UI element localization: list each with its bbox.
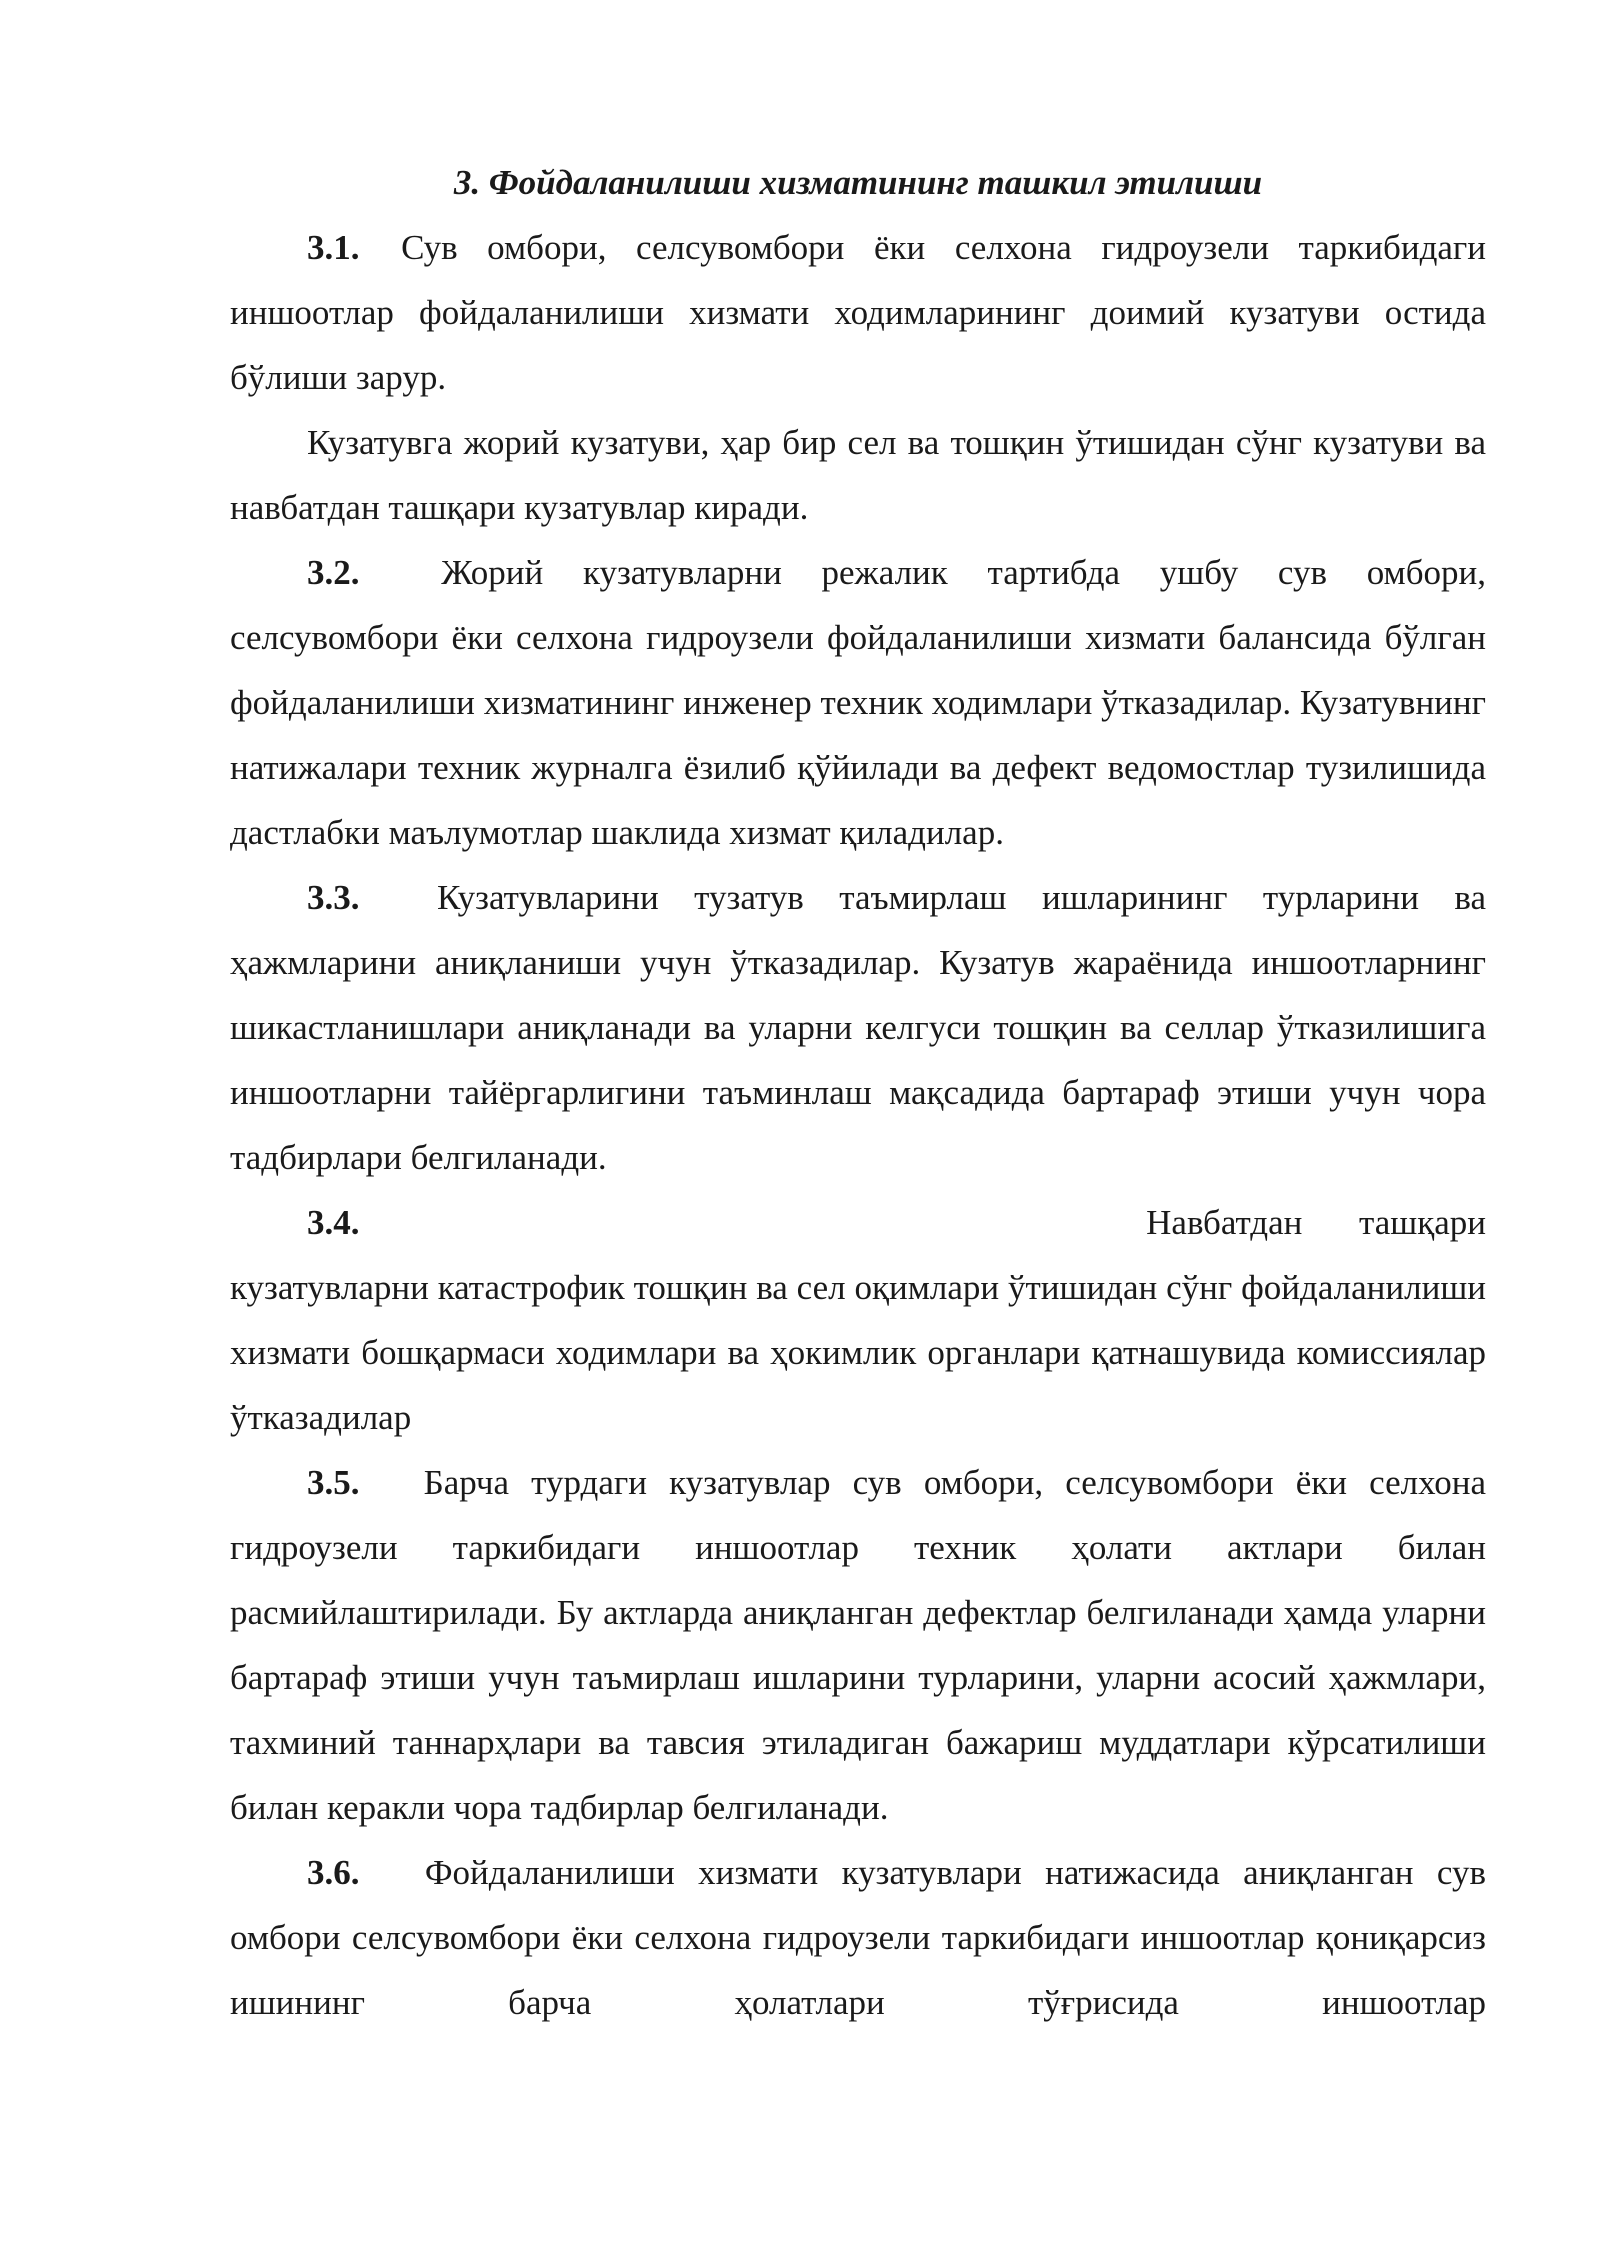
document-page — [230, 150, 1486, 2035]
paragraph-text: Кузатувларини тузатув таъмирлаш ишларининг турларини ва ҳажмларини аниқланиши учун ўтказадилар. Кузатув жараёнида иншоотларнинг шикастланишлари аниқланади ва уларни келгуси тошқин ва селлар ўтказилишига иншоотларни тайёргарлигини таъминлаш мақсадида бартараф этиши учун чора тадбирлари белгиланади. — [230, 878, 1487, 1177]
paragraph-text: Кузатувга жорий кузатуви, ҳар бир сел ва тошқин ўтишидан сўнг кузатуви ва навбатдан ташқари кузатувлар киради. — [230, 423, 1486, 527]
paragraph-3-1 — [230, 215, 1486, 410]
paragraph-3-1-continued — [230, 410, 1486, 540]
clause-number: 3.5. — [307, 1463, 360, 1502]
paragraph-3-6 — [230, 1840, 1486, 2035]
clause-number: 3.2. — [307, 553, 360, 592]
clause-number: 3.1. — [307, 228, 360, 267]
paragraph-text: Навбатдан ташқари кузатувларни катастрофик тошқин ва сел оқимлари ўтишидан сўнг фойдаланилиши хизмати бошқармаси ходимлари ва ҳокимлик органлари қатнашувида комиссиялар ўтказадилар — [230, 1203, 1487, 1437]
paragraph-text: Жорий кузатувларни режалик тартибда ушбу сув омбори, селсувомбори ёки селхона гидроузели фойдаланилиши хизмати балансида бўлган фойдаланилиши хизматининг инженер техник ходимлари ўтказадилар. Кузатувнинг натижалари техник журналга ёзилиб қўйилади ва дефект ведомостлар тузилишида дастлабки маълумотлар шаклида хизмат қиладилар. — [230, 553, 1486, 852]
paragraph-3-3 — [230, 865, 1486, 1190]
clause-number: 3.4. — [307, 1203, 360, 1242]
section-title: 3. Фойдаланилиши хизматининг ташкил этилиши — [453, 163, 1263, 202]
paragraph-3-4 — [230, 1190, 1486, 1450]
paragraph-text: Сув омбори, селсувомбори ёки селхона гидроузели таркибидаги иншоотлар фойдаланилиши хизмати ходимларининг доимий кузатуви остида бўлиши зарур. — [230, 228, 1486, 397]
clause-number: 3.3. — [307, 878, 360, 917]
paragraph-text: Фойдаланилиши хизмати кузатувлари натижасида аниқланган сув омбори селсувомбори ёки селхона гидроузели таркибидаги иншоотлар қониқарсиз ишининг барча ҳолатлари тўғрисида иншоотлар — [230, 1853, 1486, 2022]
paragraph-3-2 — [230, 540, 1486, 865]
paragraph-text: Барча турдаги кузатувлар сув омбори, селсувомбори ёки селхона гидроузели таркибидаги иншоотлар техник ҳолати актлари билан расмийлаштирилади. Бу актларда аниқланган дефектлар белгиланади ҳамда уларни бартараф этиши учун таъмирлаш ишларини турларини, уларни асосий ҳажмлари, тахминий таннарҳлари ва тавсия этиладиган бажариш муддатлари кўрсатилиши билан керакли чора тадбирлар белгиланади. — [230, 1463, 1487, 1827]
clause-number: 3.6. — [307, 1853, 360, 1892]
paragraph-3-5 — [230, 1450, 1486, 1840]
